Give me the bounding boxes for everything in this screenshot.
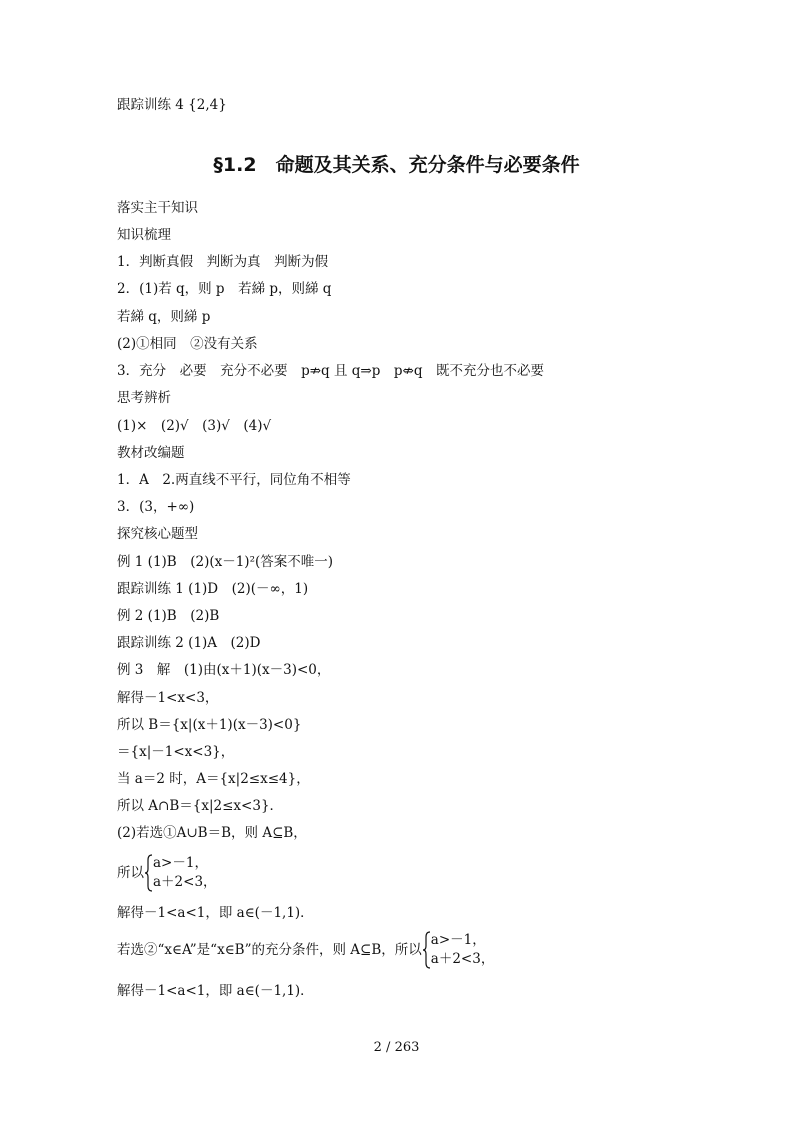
section-title: §1.2 命题及其关系、充分条件与必要条件 xyxy=(213,154,580,176)
text-line: (2)①相同 ②没有关系 xyxy=(117,336,258,352)
header-line: 跟踪训练 4 {2,4} xyxy=(117,97,227,113)
equation-system-2 xyxy=(117,931,494,969)
system-row: a>－1， xyxy=(430,932,486,948)
text-line: 教材改编题 xyxy=(117,445,185,461)
page-footer xyxy=(0,1040,793,1055)
text-line: 3．(3，+∞) xyxy=(117,499,195,515)
system-row: a＋2<3， xyxy=(430,951,495,967)
text-line: 例 2 (1)B (2)B xyxy=(117,608,220,624)
text-line: 所以 A∩B＝{x|2≤x<3}． xyxy=(117,798,284,814)
page-total: 263 xyxy=(394,1040,420,1055)
equation-system-1 xyxy=(117,854,217,892)
text-line: 例 1 (1)B (2)(x－1)²(答案不唯一) xyxy=(117,554,334,570)
text-line: 落实主干知识 xyxy=(117,200,198,216)
text-line: 知识梳理 xyxy=(117,227,171,243)
page-separator: / xyxy=(386,1040,391,1055)
text-line: 1．判断真假 判断为真 判断为假 xyxy=(117,254,329,270)
system-prefix: 所以 xyxy=(117,864,144,881)
system-prefix: 若选②“x∈A”是“x∈B”的充分条件，则 A⊆B，所以 xyxy=(117,941,422,958)
text-line: ＝{x|－1<x<3}， xyxy=(117,744,235,760)
text-line: 解得－1<x<3， xyxy=(117,690,219,706)
text-line: 解得－1<a<1，即 a∈(－1,1)． xyxy=(117,905,314,921)
text-line: 跟踪训练 2 (1)A (2)D xyxy=(117,635,261,651)
text-line: 当 a＝2 时，A＝{x|2≤x≤4}， xyxy=(117,771,310,787)
left-brace-icon xyxy=(144,854,153,892)
system-row: a＋2<3， xyxy=(153,874,217,890)
system-row: a>－1， xyxy=(153,855,208,871)
text-line: 1．A 2.两直线不平行，同位角不相等 xyxy=(117,472,351,488)
text-line: (2)若选①A∪B＝B，则 A⊆B， xyxy=(117,825,307,841)
text-line: (1)× (2)√ (3)√ (4)√ xyxy=(117,418,272,434)
text-line: 探究核心题型 xyxy=(117,526,198,542)
text-line: 若綈 q，则綈 p xyxy=(117,309,211,325)
text-line: 3．充分 必要 充分不必要 p⇏q 且 q⇒p p⇎q 既不充分也不必要 xyxy=(117,363,544,379)
left-brace-icon xyxy=(422,931,431,969)
page-number: 2 xyxy=(373,1040,382,1055)
text-line: 跟踪训练 1 (1)D (2)(－∞，1) xyxy=(117,581,309,597)
text-line: 解得－1<a<1，即 a∈(－1,1)． xyxy=(117,983,314,999)
text-line: 例 3 解 (1)由(x＋1)(x－3)<0， xyxy=(117,662,331,678)
text-line: 思考辨析 xyxy=(117,390,171,406)
text-line: 2．(1)若 q，则 p 若綈 p，则綈 q xyxy=(117,281,332,297)
text-line: 所以 B＝{x|(x＋1)(x－3)<0} xyxy=(117,717,302,733)
